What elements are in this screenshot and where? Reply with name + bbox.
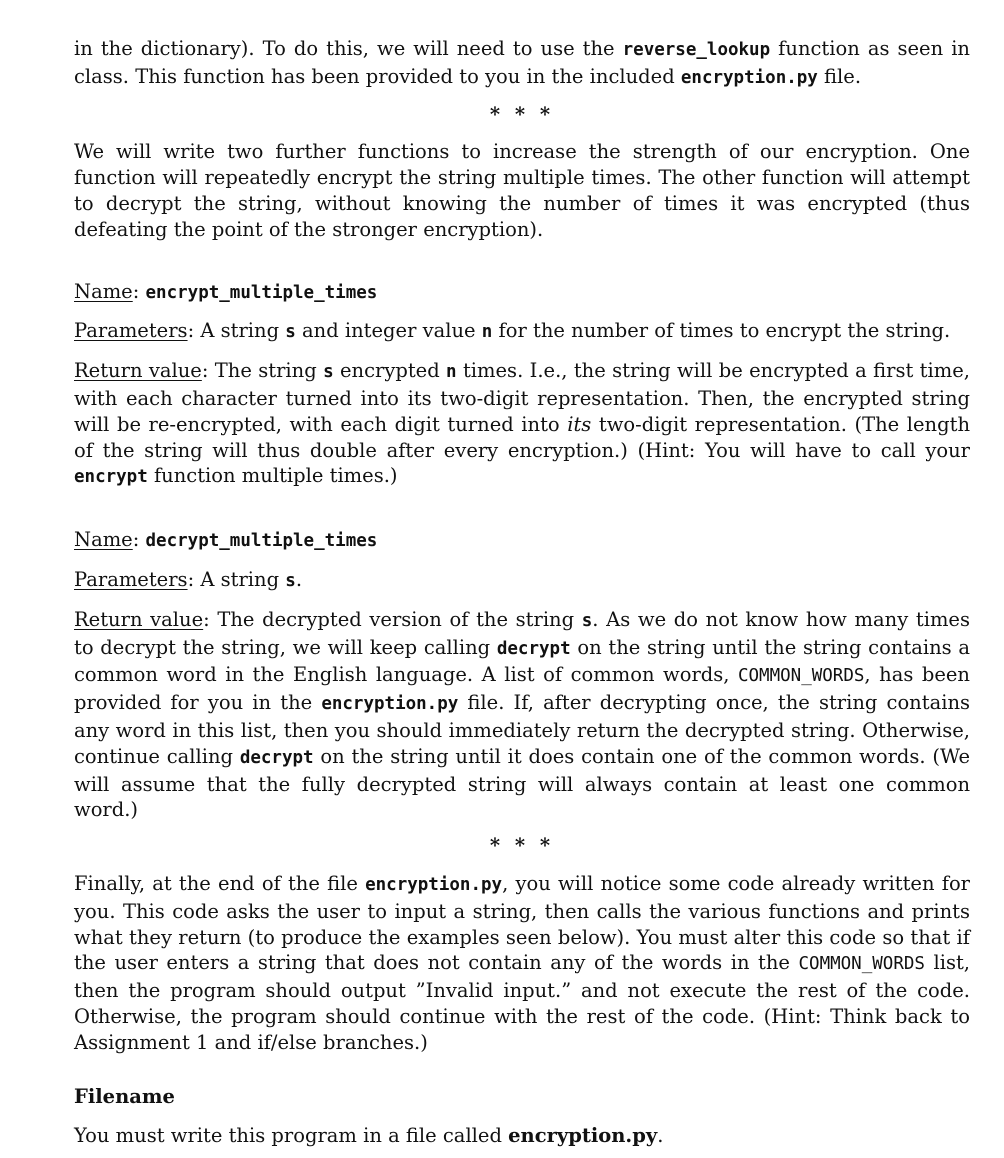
text-run: , you will notice some code already written for you. This code asks the user to input a string, then calls the various functions and prints what they return (to produce the examples seen below). You must alter this code so that if the user enters a string that does not contain any of the words in the [74,871,970,975]
text-run: list, then the program should output ”Invalid input.” and not execute the rest of the code. Otherwise, the program should continue with the rest of the code. (Hint: Think back to Assignment 1 and if/else branches.) [74,951,970,1054]
encrypt-multiple-parameters [74,318,970,346]
return-value-label: Return value [74,359,202,383]
name-label: Name [74,528,133,552]
text-run: on the string until the string contains a common word in the English language. A list of common words, [74,635,970,687]
code-n: n [481,322,493,343]
code-filename: encryption.py [365,874,503,895]
filename-paragraph [74,1123,970,1149]
text-run: for the number of times to encrypt the string. [492,319,951,343]
text-run: : The decrypted version of the string [203,607,582,631]
code-filename: encryption.py [321,694,459,715]
code-s: s [323,362,334,383]
code-filename: encryption.py [680,67,818,88]
text-run: encrypted [333,359,447,383]
text-run: times. I.e., the string will be encrypted a first time, with each character turned into its two-digit representation. Then, the encrypted string will be re-encrypted, with each digit turned into [74,359,970,436]
document-body [74,36,970,1149]
text-run: and integer value [295,319,482,343]
decrypt-multiple-return-value [74,607,970,823]
bold-filename: encryption.py [508,1124,658,1148]
text-run: . [657,1124,664,1148]
function-name: decrypt_multiple_times [145,531,378,552]
text-run: Finally, at the end of the file [74,871,366,895]
code-s: s [285,322,296,343]
parameters-label: Parameters [74,567,188,591]
name-label: Name [74,279,133,303]
text-run: : The string [201,359,324,383]
code-decrypt: decrypt [239,747,314,768]
code-s: s [285,570,296,591]
decrypt-multiple-name-line: Name: decrypt_multiple_times [74,528,378,552]
functions-intro-paragraph: We will write two further functions to increase the strength of our encryption. One function will repeatedly encrypt the string multiple times. The other function will attempt to decrypt the string, without knowing the number of times it was encrypted (thus defeating the point of the stronger encryption). [74,140,970,241]
section-separator: * * * [489,102,555,126]
text-run: . [295,567,303,591]
text-run: file. If, after decrypting once, the string contains any word in this list, then you should immediately return the decrypted string. Otherwise, continue calling [74,691,971,768]
code-n: n [446,362,457,383]
text-run: . As we do not know how many times to decrypt the string, we will keep calling [74,607,970,659]
code-decrypt: decrypt [496,638,571,659]
code-encrypt: encrypt [74,467,148,488]
text-run: , has been provided for you in the [74,663,970,715]
code-common-words: COMMON_WORDS [737,666,865,687]
final-instructions-paragraph [74,871,970,1056]
text-run: : A string [187,319,286,343]
text-run: function multiple times.) [147,464,398,488]
encrypt-multiple-return-value [74,358,970,491]
section-separator: * * * [489,834,555,858]
filename-heading: Filename [74,1084,175,1108]
code-s: s [581,610,593,631]
emphasis-its: its [567,412,592,436]
text-run: function as seen in class. This function has been provided to you in the included [74,37,970,88]
text-run: in the dictionary). To do this, we will need to use the [74,37,623,60]
code-reverse-lookup: reverse_lookup [622,40,771,60]
text-run: on the string until it does contain one of the common words. (We will assume that the fully decrypted string will always contain at least one common word.) [74,744,970,822]
intro-paragraph [74,36,970,92]
function-name: encrypt_multiple_times [145,282,378,303]
text-run: You must write this program in a file called [74,1124,509,1148]
code-common-words: COMMON_WORDS [798,954,925,975]
text-run: two-digit representation. (The length of the string will thus double after every encryption.) (Hint: You will have to call your [74,412,970,462]
text-run: : A string [187,567,286,591]
decrypt-multiple-parameters [74,567,970,595]
return-value-label: Return value [74,607,204,631]
text-run: file. [817,64,862,88]
encrypt-multiple-name-line: Name: encrypt_multiple_times [74,279,378,303]
parameters-label: Parameters [74,319,188,343]
